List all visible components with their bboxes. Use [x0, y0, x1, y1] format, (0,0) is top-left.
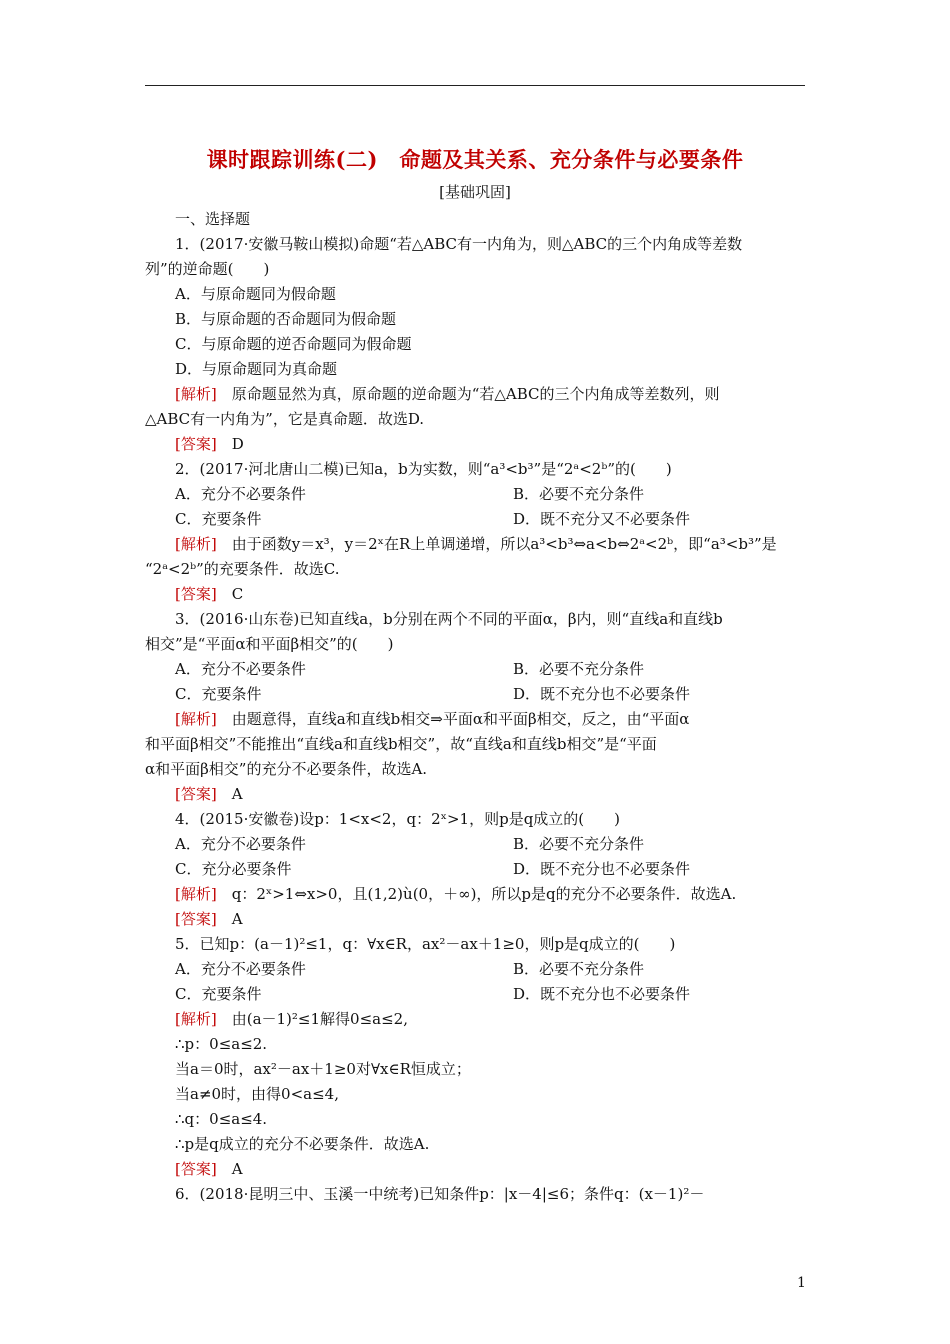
- q5-option-a: A．充分不必要条件: [175, 960, 306, 978]
- q3-options-ab: [145, 657, 807, 682]
- question-6-stem: 6．(2018·昆明三中、玉溪一中统考)已知条件p：|x－4|≤6；条件q：(x－1)²－: [175, 1185, 705, 1203]
- answer-tag: [答案]: [175, 435, 217, 453]
- q2-analysis: [解析] 由于函数y＝x³，y＝2ˣ在R上单调递增，所以a³<b³⇔a<b⇔2ᵃ<2ᵇ，即“a³<b³”是: [175, 535, 777, 553]
- q5-answer: [答案] A: [175, 1160, 243, 1178]
- analysis-tag: [解析]: [175, 1010, 217, 1028]
- q1-option-d: D．与原命题同为真命题: [175, 360, 338, 378]
- analysis-tag: [解析]: [175, 710, 217, 728]
- page-title: 课时跟踪训练(二) 命题及其关系、充分条件与必要条件: [206, 147, 744, 172]
- q4-option-b: B．必要不充分条件: [513, 835, 645, 853]
- answer-tag: [答案]: [175, 1160, 217, 1178]
- q2-options-ab: [145, 482, 807, 507]
- q3-options-cd: [145, 682, 807, 707]
- question-2-stem: 2．(2017·河北唐山二模)已知a，b为实数，则“a³<b³”是“2ᵃ<2ᵇ”的( ): [175, 460, 672, 478]
- q5-analysis-step-3: 当a≠0时，由得0<a≤4,: [175, 1085, 339, 1103]
- analysis-tag: [解析]: [175, 885, 217, 903]
- q1-option-b: B．与原命题的否命题同为假命题: [175, 310, 397, 328]
- q5-option-c: C．充要条件: [175, 985, 262, 1003]
- q5-analysis-step-1: ∴p：0≤a≤2.: [175, 1035, 268, 1053]
- q4-option-d: D．既不充分也不必要条件: [513, 860, 691, 878]
- section-heading: [基础巩固]: [439, 183, 511, 201]
- page-number: 1: [797, 1275, 806, 1291]
- question-4-stem: 4．(2015·安徽卷)设p：1<x<2，q：2ˣ>1，则p是q成立的( ): [175, 810, 620, 828]
- q2-options-cd: [145, 507, 807, 532]
- q4-option-a: A．充分不必要条件: [175, 835, 306, 853]
- q2-option-a: A．充分不必要条件: [175, 485, 306, 503]
- q3-option-b: B．必要不充分条件: [513, 660, 645, 678]
- q2-analysis-cont: “2ᵃ<2ᵇ”的充要条件．故选C.: [145, 560, 340, 578]
- q3-analysis-cont-2: α和平面β相交”的充分不必要条件，故选A.: [145, 760, 428, 778]
- q5-analysis-step-5: ∴p是q成立的充分不必要条件．故选A.: [175, 1135, 430, 1153]
- q1-option-c: C．与原命题的逆否命题同为假命题: [175, 335, 412, 353]
- q5-options-cd: [145, 982, 807, 1007]
- q5-option-d: D．既不充分也不必要条件: [513, 985, 691, 1003]
- q4-options-ab: [145, 832, 807, 857]
- q2-option-c: C．充要条件: [175, 510, 262, 528]
- q4-analysis: [解析] q：2ˣ>1⇔x>0，且(1,2)ù(0，＋∞)，所以p是q的充分不必要条件．故选A.: [175, 885, 737, 903]
- q5-analysis-step-4: ∴q：0≤a≤4.: [175, 1110, 268, 1128]
- q2-option-b: B．必要不充分条件: [513, 485, 645, 503]
- q1-analysis-cont: △ABC有一内角为”，它是真命题．故选D.: [145, 410, 425, 428]
- analysis-tag: [解析]: [175, 385, 217, 403]
- q2-answer: [答案] C: [175, 585, 244, 603]
- q1-option-a: A．与原命题同为假命题: [175, 285, 336, 303]
- answer-tag: [答案]: [175, 585, 217, 603]
- question-3-stem: 3．(2016·山东卷)已知直线a，b分别在两个不同的平面α，β内，则“直线a和直线b: [175, 610, 723, 628]
- q4-option-c: C．充分必要条件: [175, 860, 292, 878]
- q5-analysis: [解析] 由(a－1)²≤1解得0≤a≤2,: [175, 1010, 408, 1028]
- q5-analysis-step-2: 当a＝0时，ax²－ax＋1≥0对∀x∈R恒成立；: [175, 1060, 471, 1078]
- question-1-stem: 1．(2017·安徽马鞍山模拟)命题“若△ABC有一内角为，则△ABC的三个内角成等差数: [175, 235, 743, 253]
- question-5-stem: 5．已知p：(a－1)²≤1，q：∀x∈R，ax²－ax＋1≥0，则p是q成立的( ): [175, 935, 676, 953]
- q3-analysis: [解析] 由题意得，直线a和直线b相交⇒平面α和平面β相交，反之，由“平面α: [175, 710, 690, 728]
- q3-analysis-cont: 和平面β相交”不能推出“直线a和直线b相交”，故“直线a和直线b相交”是“平面: [145, 735, 657, 753]
- q3-option-c: C．充要条件: [175, 685, 262, 703]
- q4-answer: [答案] A: [175, 910, 243, 928]
- header-rule: [145, 85, 805, 86]
- q1-answer: [答案] D: [175, 435, 244, 453]
- q3-option-d: D．既不充分也不必要条件: [513, 685, 691, 703]
- q2-option-d: D．既不充分又不必要条件: [513, 510, 691, 528]
- q5-options-ab: [145, 957, 807, 982]
- q1-analysis: [解析] 原命题显然为真，原命题的逆命题为“若△ABC的三个内角成等差数列，则: [175, 385, 720, 403]
- question-3-stem-cont: 相交”是“平面α和平面β相交”的( ): [145, 635, 394, 653]
- answer-tag: [答案]: [175, 785, 217, 803]
- q4-options-cd: [145, 857, 807, 882]
- section-label: 一、选择题: [175, 210, 251, 228]
- q3-answer: [答案] A: [175, 785, 243, 803]
- q5-option-b: B．必要不充分条件: [513, 960, 645, 978]
- exercise-body: [145, 207, 807, 1207]
- analysis-tag: [解析]: [175, 535, 217, 553]
- question-1-stem-cont: 列”的逆命题( ): [145, 260, 270, 278]
- answer-tag: [答案]: [175, 910, 217, 928]
- q3-option-a: A．充分不必要条件: [175, 660, 306, 678]
